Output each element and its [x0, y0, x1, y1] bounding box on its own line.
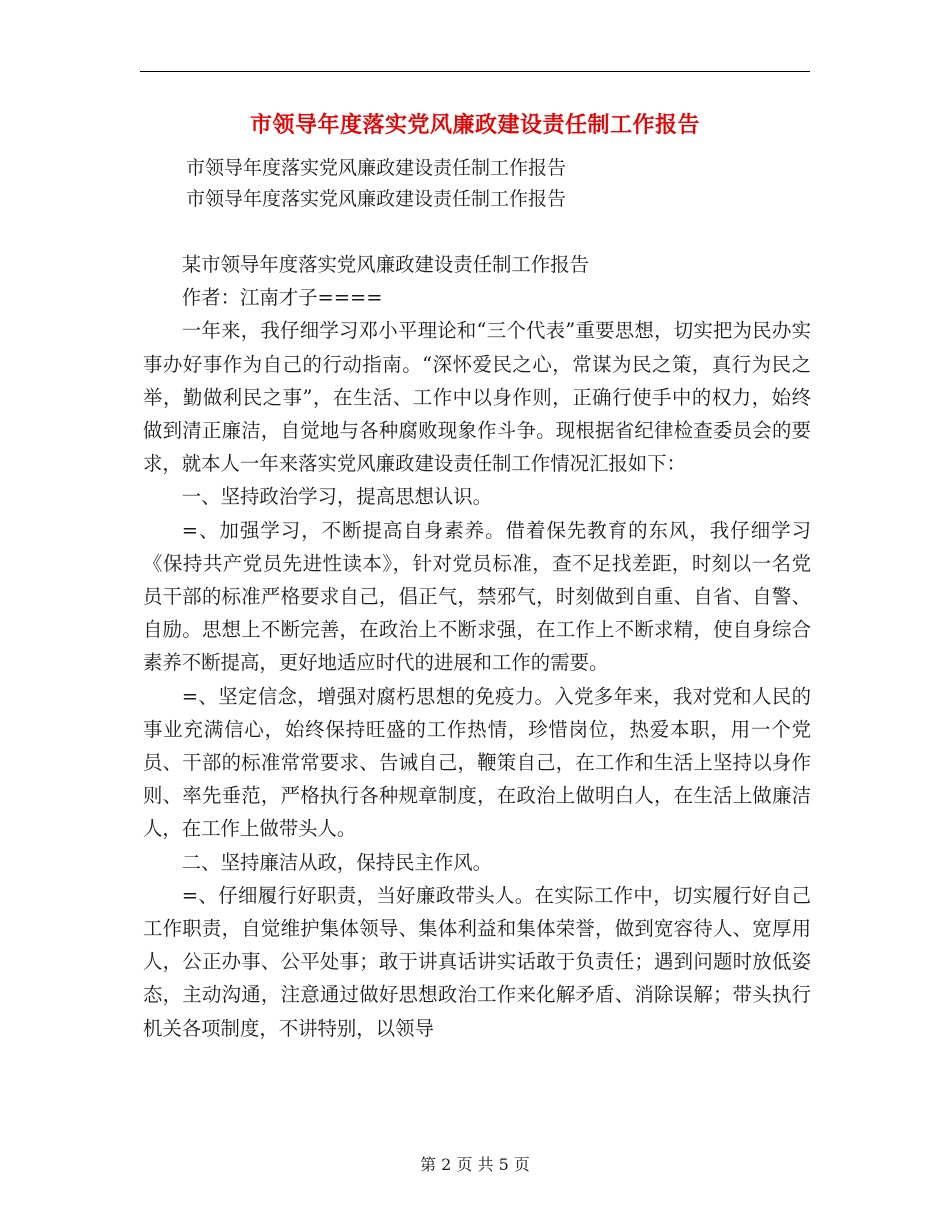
document-body [143, 248, 811, 1045]
paragraph-intro: 一年来，我仔细学习邓小平理论和“三个代表”重要思想，切实把为民办实事办好事作为自己的行动指南。“深怀爱民之心，常谋为民之策，真行为民之举，勤做利民之事”，在生活、工作中以身作则，正确行使手中的权力，始终做到清正廉洁，自觉地与各种腐败现象作斗争。现根据省纪律检查委员会的要求，就本人一年来落实党风廉政建设责任制工作情况汇报如下： [143, 319, 811, 476]
paragraph-author: 作者：江南才子==== [181, 286, 383, 310]
page-number: 第 2 页 共 5 页 [420, 1155, 530, 1174]
paragraph-study: =、加强学习，不断提高自身素养。借着保先教育的东风，我仔细学习《保持共产党员先进性读本》，针对党员标准，查不足找差距，时刻以一名党员干部的标准严格要求自己，倡正气，禁邪气，时刻做到自重、自省、自警、自励。思想上不断完善，在政治上不断求强，在工作上不断求精，使自身综合素养不断提高，更好地适应时代的进展和工作的需要。 [143, 518, 811, 675]
paragraph-belief: =、坚定信念，增强对腐朽思想的免疫力。入党多年来，我对党和人民的事业充满信心，始终保持旺盛的工作热情，珍惜岗位，热爱本职，用一个党员、干部的标准常常要求、告诫自己，鞭策自己，在工作和生活上坚持以身作则、率先垂范，严格执行各种规章制度，在政治上做明白人，在生活上做廉洁人，在工作上做带头人。 [143, 684, 811, 841]
paragraph-report-heading: 某市领导年度落实党风廉政建设责任制工作报告 [181, 253, 589, 276]
section-heading-2: 二、坚持廉洁从政，保持民主作风。 [181, 850, 493, 874]
subtitle-line-2: 市领导年度落实党风廉政建设责任制工作报告 [186, 188, 567, 210]
subtitle-line-1: 市领导年度落实党风廉政建设责任制工作报告 [186, 157, 567, 179]
section-heading-1: 一、坚持政治学习，提高思想认识。 [181, 485, 493, 509]
paragraph-duties: =、仔细履行好职责，当好廉政带头人。在实际工作中，切实履行好自己工作职责，自觉维护集体领导、集体利益和集体荣誉，做到宽容待人、宽厚用人，公正办事、公平处事；敢于讲真话讲实话敢于负责任；遇到问题时放低姿态，主动沟通，注意通过做好思想政治工作来化解矛盾、消除误解；带头执行机关各项制度，不讲特别，以领导 [143, 883, 811, 1040]
header-rule [140, 71, 810, 72]
document-title: 市领导年度落实党风廉政建设责任制工作报告 [249, 112, 700, 138]
